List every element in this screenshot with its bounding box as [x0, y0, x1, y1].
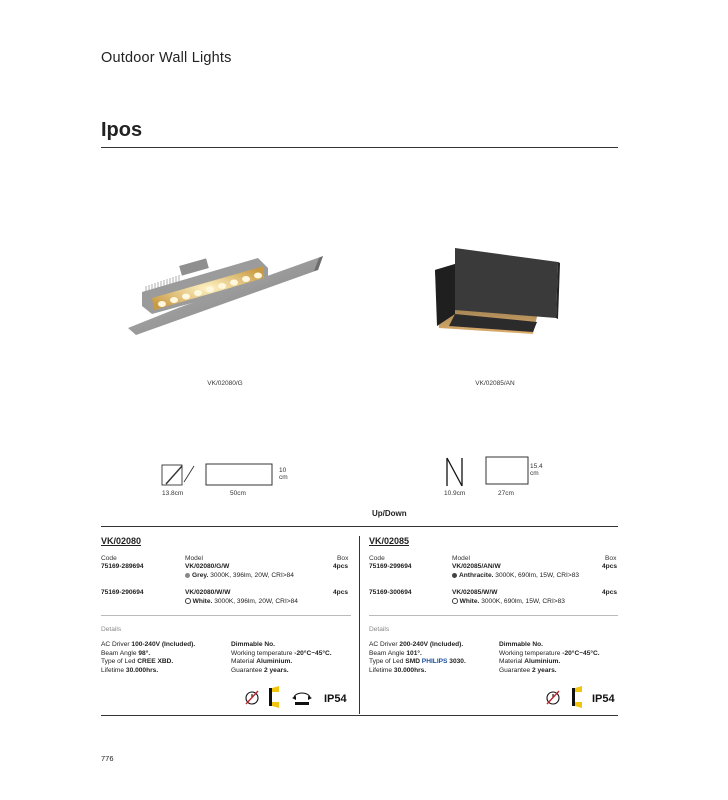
row-code: 75169-300694 [369, 589, 412, 596]
white-swatch-icon [452, 598, 458, 604]
product-title: Ipos [101, 119, 143, 141]
row-finish: White. 3000K, 690lm, 15W, CRI>83 [452, 598, 565, 607]
row-finish: Anthracite. 3000K, 690lm, 15W, CRI>83 [452, 572, 579, 581]
row-model: VK/02080/G/W [185, 563, 230, 570]
dim-depth-right: 10.9cm [444, 490, 466, 497]
no-dimming-icon [243, 688, 261, 706]
details-divider [101, 615, 351, 616]
page-number: 776 [101, 754, 114, 763]
row-model: VK/02085/AN/W [452, 563, 501, 570]
bottom-divider [101, 715, 618, 716]
row-model: VK/02085/W/W [452, 589, 498, 596]
details-divider [369, 615, 618, 616]
no-dimming-icon [544, 688, 562, 706]
section-code-vk02080: VK/02080 [101, 536, 142, 546]
details-col1: AC Driver 200-240V (Included). Beam Angle 101°. Type of Led SMD PHILIPS 3030. Lifetime 30.000hrs. [369, 641, 466, 674]
adjustable-icon [291, 692, 313, 708]
header-box: Box [605, 555, 617, 562]
section-divider [101, 526, 618, 527]
row-model: VK/02080/W/W [185, 589, 231, 596]
dim-height-left: 10 cm [279, 467, 288, 481]
ip-rating: IP54 [324, 693, 347, 705]
mode-label: Up/Down [372, 509, 407, 518]
header-code: Code [101, 555, 117, 562]
row-box: 4pcs [602, 589, 618, 596]
details-label: Details [101, 626, 122, 633]
dim-width-left: 50cm [230, 490, 246, 497]
dim-height-right: 15.4 cm [530, 463, 543, 477]
row-code: 75169-289694 [101, 563, 144, 570]
up-down-light-icon [268, 686, 280, 708]
front-drawing-right [485, 456, 531, 486]
dim-width-right: 27cm [498, 490, 514, 497]
grey-swatch-icon [185, 573, 190, 578]
row-code: 75169-299694 [369, 563, 412, 570]
white-swatch-icon [185, 598, 191, 604]
section-code-vk02085: VK/02085 [369, 536, 410, 546]
product-photo-vk02085 [425, 244, 565, 334]
header-divider [101, 147, 618, 148]
header-box: Box [337, 555, 349, 562]
category-title: Outdoor Wall Lights [101, 50, 232, 66]
caption-vk02080: VK/02080/G [207, 380, 243, 387]
product-photo-vk02080 [118, 240, 338, 350]
details-col2: Dimmable No. Working temperature -20°C~45°C. Material Aluminium. Guarantee 2 years. [231, 641, 332, 674]
details-label: Details [369, 626, 390, 633]
header-code: Code [369, 555, 385, 562]
side-profile-drawing-right [444, 456, 466, 488]
row-finish: Grey. 3000K, 396lm, 20W, CRI>84 [185, 572, 294, 581]
dim-depth-left: 13.8cm [162, 490, 184, 497]
details-col1: AC Driver 100-240V (Included). Beam Angle 98°. Type of Led CREE XBD. Lifetime 30.000hrs. [101, 641, 196, 674]
row-box: 4pcs [333, 563, 349, 570]
caption-vk02085: VK/02085/AN [475, 380, 515, 387]
details-col2: Dimmable No. Working temperature -20°C~45°C. Material Aluminium. Guarantee 2 years. [499, 641, 600, 674]
column-divider [359, 536, 360, 714]
row-code: 75169-290694 [101, 589, 144, 596]
row-box: 4pcs [602, 563, 618, 570]
ip-rating: IP54 [592, 693, 615, 705]
row-box: 4pcs [333, 589, 349, 596]
header-model: Model [185, 555, 203, 562]
side-profile-drawing-left [160, 462, 196, 488]
up-down-light-icon [571, 686, 583, 708]
anthracite-swatch-icon [452, 573, 457, 578]
philips-logo: PHILIPS [421, 658, 448, 666]
front-drawing-left [205, 463, 275, 487]
row-finish: White. 3000K, 396lm, 20W, CRI>84 [185, 598, 298, 607]
header-model: Model [452, 555, 470, 562]
